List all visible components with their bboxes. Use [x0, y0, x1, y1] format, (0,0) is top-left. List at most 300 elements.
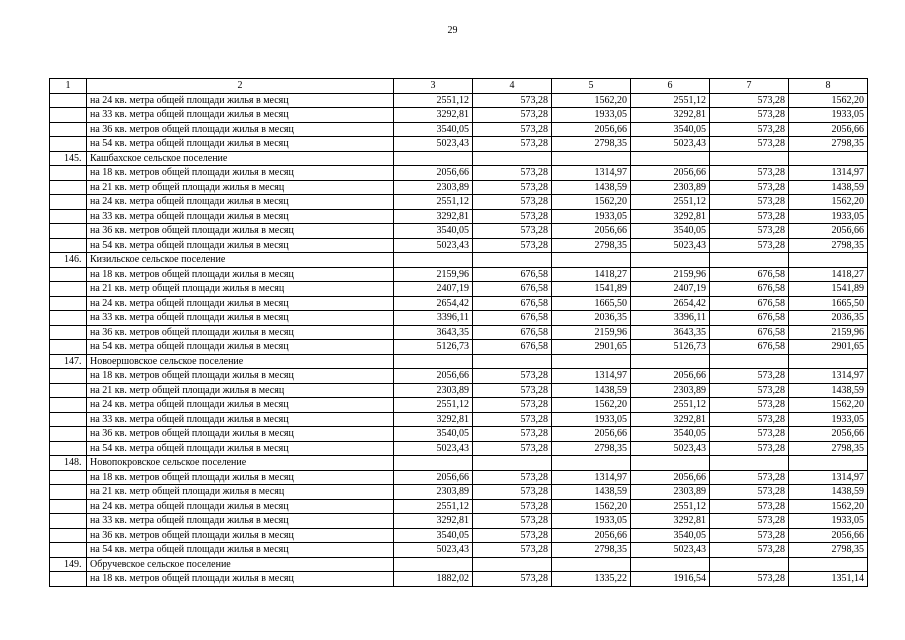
settlement-row: [50, 354, 868, 369]
table-row: [50, 470, 868, 485]
table-row: [50, 238, 868, 253]
settlement-row: [50, 456, 868, 471]
table-row: [50, 499, 868, 514]
empty-index-cell: [50, 528, 87, 543]
value-cell: 573,28: [473, 427, 552, 442]
table-body: [50, 79, 868, 587]
value-cell: 573,28: [710, 238, 789, 253]
value-cell: 676,58: [710, 267, 789, 282]
value-cell: 3643,35: [394, 325, 473, 340]
value-cell: 1418,27: [552, 267, 631, 282]
table-row: [50, 296, 868, 311]
empty-cell: [552, 557, 631, 572]
empty-cell: [473, 151, 552, 166]
row-description: на 18 кв. метров общей площади жилья в месяц: [87, 470, 394, 485]
value-cell: 2303,89: [631, 485, 710, 500]
empty-cell: [552, 456, 631, 471]
empty-cell: [552, 151, 631, 166]
empty-index-cell: [50, 296, 87, 311]
table-row: [50, 340, 868, 355]
value-cell: 3292,81: [394, 209, 473, 224]
table-row: [50, 166, 868, 181]
value-cell: 1562,20: [552, 93, 631, 108]
value-cell: 676,58: [473, 296, 552, 311]
value-cell: 2303,89: [394, 485, 473, 500]
table-row: [50, 195, 868, 210]
column-number-row: [50, 79, 868, 94]
empty-cell: [631, 557, 710, 572]
value-cell: 1438,59: [552, 180, 631, 195]
value-cell: 573,28: [710, 108, 789, 123]
value-cell: 2159,96: [552, 325, 631, 340]
value-cell: 1314,97: [552, 166, 631, 181]
row-description: на 21 кв. метр общей площади жилья в месяц: [87, 485, 394, 500]
value-cell: 2056,66: [789, 427, 868, 442]
row-description: на 54 кв. метра общей площади жилья в месяц: [87, 137, 394, 152]
empty-index-cell: [50, 340, 87, 355]
empty-cell: [631, 456, 710, 471]
value-cell: 2798,35: [552, 543, 631, 558]
row-description: на 33 кв. метра общей площади жилья в месяц: [87, 209, 394, 224]
row-description: на 18 кв. метров общей площади жилья в месяц: [87, 572, 394, 587]
value-cell: 2901,65: [789, 340, 868, 355]
empty-cell: [473, 253, 552, 268]
value-cell: 573,28: [710, 528, 789, 543]
settlement-number: 146.: [50, 253, 87, 268]
value-cell: 2056,66: [789, 122, 868, 137]
empty-index-cell: [50, 209, 87, 224]
settlement-name: Новопокровское сельское поселение: [87, 456, 394, 471]
table-row: [50, 485, 868, 500]
value-cell: 1351,14: [789, 572, 868, 587]
value-cell: 2056,66: [552, 427, 631, 442]
value-cell: 1314,97: [552, 470, 631, 485]
value-cell: 3540,05: [631, 224, 710, 239]
value-cell: 573,28: [473, 238, 552, 253]
value-cell: 1562,20: [789, 499, 868, 514]
empty-cell: [631, 253, 710, 268]
empty-cell: [394, 354, 473, 369]
settlement-number: 149.: [50, 557, 87, 572]
value-cell: 573,28: [473, 122, 552, 137]
table-row: [50, 137, 868, 152]
value-cell: 573,28: [710, 514, 789, 529]
value-cell: 573,28: [473, 137, 552, 152]
empty-index-cell: [50, 137, 87, 152]
row-description: на 18 кв. метров общей площади жилья в месяц: [87, 267, 394, 282]
settlement-name: Кизильское сельское поселение: [87, 253, 394, 268]
empty-cell: [789, 253, 868, 268]
empty-cell: [631, 151, 710, 166]
value-cell: 3540,05: [394, 528, 473, 543]
value-cell: 676,58: [710, 282, 789, 297]
table-row: [50, 514, 868, 529]
row-description: на 36 кв. метров общей площади жилья в месяц: [87, 325, 394, 340]
settlement-row: [50, 151, 868, 166]
settlement-row: [50, 557, 868, 572]
value-cell: 2407,19: [631, 282, 710, 297]
value-cell: 1541,89: [789, 282, 868, 297]
value-cell: 1438,59: [789, 180, 868, 195]
row-description: на 24 кв. метра общей площади жилья в месяц: [87, 499, 394, 514]
row-description: на 33 кв. метра общей площади жилья в месяц: [87, 108, 394, 123]
empty-index-cell: [50, 369, 87, 384]
row-description: на 36 кв. метров общей площади жилья в месяц: [87, 122, 394, 137]
value-cell: 573,28: [473, 209, 552, 224]
value-cell: 573,28: [473, 572, 552, 587]
empty-index-cell: [50, 485, 87, 500]
empty-index-cell: [50, 543, 87, 558]
value-cell: 2654,42: [394, 296, 473, 311]
value-cell: 1335,22: [552, 572, 631, 587]
value-cell: 3396,11: [394, 311, 473, 326]
value-cell: 1933,05: [789, 108, 868, 123]
value-cell: 573,28: [710, 195, 789, 210]
table-row: [50, 528, 868, 543]
value-cell: 676,58: [710, 325, 789, 340]
settlement-row: [50, 253, 868, 268]
empty-cell: [789, 456, 868, 471]
value-cell: 1665,50: [552, 296, 631, 311]
row-description: на 33 кв. метра общей площади жилья в месяц: [87, 412, 394, 427]
value-cell: 2551,12: [631, 499, 710, 514]
value-cell: 2056,66: [394, 470, 473, 485]
value-cell: 2056,66: [552, 224, 631, 239]
row-description: на 54 кв. метра общей площади жилья в месяц: [87, 441, 394, 456]
value-cell: 1933,05: [789, 209, 868, 224]
empty-cell: [473, 354, 552, 369]
value-cell: 3292,81: [631, 209, 710, 224]
row-description: на 33 кв. метра общей площади жилья в месяц: [87, 514, 394, 529]
value-cell: 5023,43: [394, 137, 473, 152]
empty-cell: [394, 253, 473, 268]
value-cell: 573,28: [710, 398, 789, 413]
row-description: на 24 кв. метра общей площади жилья в месяц: [87, 93, 394, 108]
value-cell: 676,58: [710, 311, 789, 326]
empty-index-cell: [50, 267, 87, 282]
empty-index-cell: [50, 470, 87, 485]
value-cell: 676,58: [710, 340, 789, 355]
value-cell: 573,28: [473, 470, 552, 485]
value-cell: 2551,12: [394, 195, 473, 210]
value-cell: 676,58: [473, 311, 552, 326]
table-row: [50, 224, 868, 239]
value-cell: 2798,35: [789, 137, 868, 152]
value-cell: 573,28: [710, 412, 789, 427]
empty-index-cell: [50, 224, 87, 239]
value-cell: 573,28: [710, 166, 789, 181]
row-description: на 24 кв. метра общей площади жилья в месяц: [87, 398, 394, 413]
empty-index-cell: [50, 499, 87, 514]
empty-index-cell: [50, 325, 87, 340]
value-cell: 5023,43: [631, 441, 710, 456]
value-cell: 3292,81: [394, 108, 473, 123]
value-cell: 1562,20: [552, 499, 631, 514]
value-cell: 1562,20: [789, 195, 868, 210]
value-cell: 2798,35: [789, 441, 868, 456]
value-cell: 1933,05: [552, 412, 631, 427]
page-number: 29: [447, 25, 458, 36]
value-cell: 1438,59: [552, 485, 631, 500]
value-cell: 3396,11: [631, 311, 710, 326]
value-cell: 573,28: [710, 137, 789, 152]
value-cell: 573,28: [710, 499, 789, 514]
value-cell: 676,58: [473, 325, 552, 340]
empty-index-cell: [50, 572, 87, 587]
value-cell: 1314,97: [789, 369, 868, 384]
column-number: 7: [710, 79, 789, 94]
settlement-number: 147.: [50, 354, 87, 369]
value-cell: 2056,66: [631, 369, 710, 384]
table-row: [50, 369, 868, 384]
value-cell: 5023,43: [631, 238, 710, 253]
empty-cell: [789, 151, 868, 166]
table-row: [50, 267, 868, 282]
value-cell: 676,58: [473, 267, 552, 282]
table-row: [50, 572, 868, 587]
value-cell: 1933,05: [552, 209, 631, 224]
table-row: [50, 180, 868, 195]
value-cell: 676,58: [473, 340, 552, 355]
empty-index-cell: [50, 238, 87, 253]
value-cell: 2159,96: [394, 267, 473, 282]
value-cell: 5023,43: [394, 238, 473, 253]
value-cell: 3292,81: [631, 514, 710, 529]
value-cell: 573,28: [473, 180, 552, 195]
value-cell: 3292,81: [394, 514, 473, 529]
value-cell: 2551,12: [394, 93, 473, 108]
table-row: [50, 108, 868, 123]
value-cell: 5023,43: [631, 137, 710, 152]
empty-index-cell: [50, 514, 87, 529]
value-cell: 2036,35: [789, 311, 868, 326]
row-description: на 21 кв. метр общей площади жилья в месяц: [87, 383, 394, 398]
value-cell: 573,28: [710, 543, 789, 558]
empty-cell: [710, 354, 789, 369]
value-cell: 2056,66: [394, 166, 473, 181]
empty-cell: [789, 354, 868, 369]
value-cell: 2303,89: [394, 383, 473, 398]
value-cell: 2654,42: [631, 296, 710, 311]
value-cell: 2901,65: [552, 340, 631, 355]
empty-cell: [473, 456, 552, 471]
column-number: 8: [789, 79, 868, 94]
empty-index-cell: [50, 441, 87, 456]
value-cell: 1562,20: [552, 195, 631, 210]
value-cell: 573,28: [473, 383, 552, 398]
value-cell: 5126,73: [394, 340, 473, 355]
empty-cell: [710, 557, 789, 572]
row-description: на 33 кв. метра общей площади жилья в месяц: [87, 311, 394, 326]
value-cell: 2551,12: [394, 398, 473, 413]
value-cell: 2036,35: [552, 311, 631, 326]
value-cell: 1665,50: [789, 296, 868, 311]
row-description: на 54 кв. метра общей площади жилья в месяц: [87, 543, 394, 558]
settlement-name: Новоершовское сельское поселение: [87, 354, 394, 369]
column-number: 2: [87, 79, 394, 94]
value-cell: 1314,97: [789, 470, 868, 485]
value-cell: 1933,05: [789, 412, 868, 427]
value-cell: 573,28: [473, 485, 552, 500]
value-cell: 573,28: [473, 108, 552, 123]
value-cell: 3540,05: [631, 122, 710, 137]
row-description: на 18 кв. метров общей площади жилья в месяц: [87, 166, 394, 181]
column-number: 5: [552, 79, 631, 94]
empty-cell: [473, 557, 552, 572]
value-cell: 573,28: [473, 412, 552, 427]
value-cell: 1314,97: [552, 369, 631, 384]
value-cell: 2056,66: [789, 224, 868, 239]
value-cell: 2056,66: [631, 166, 710, 181]
table-row: [50, 311, 868, 326]
row-description: на 36 кв. метров общей площади жилья в месяц: [87, 528, 394, 543]
value-cell: 573,28: [710, 122, 789, 137]
value-cell: 5126,73: [631, 340, 710, 355]
value-cell: 1882,02: [394, 572, 473, 587]
row-description: на 36 кв. метров общей площади жилья в месяц: [87, 427, 394, 442]
value-cell: 3540,05: [394, 427, 473, 442]
table-row: [50, 441, 868, 456]
settlement-name: Обручевское сельское поселение: [87, 557, 394, 572]
value-cell: 573,28: [710, 369, 789, 384]
value-cell: 2798,35: [552, 137, 631, 152]
value-cell: 573,28: [710, 224, 789, 239]
table-row: [50, 383, 868, 398]
value-cell: 573,28: [710, 470, 789, 485]
value-cell: 1562,20: [789, 93, 868, 108]
settlement-name: Кашбахское сельское поселение: [87, 151, 394, 166]
value-cell: 2798,35: [789, 543, 868, 558]
empty-index-cell: [50, 311, 87, 326]
settlement-number: 148.: [50, 456, 87, 471]
value-cell: 2407,19: [394, 282, 473, 297]
row-description: на 18 кв. метров общей площади жилья в месяц: [87, 369, 394, 384]
empty-cell: [789, 557, 868, 572]
value-cell: 3292,81: [631, 412, 710, 427]
empty-index-cell: [50, 427, 87, 442]
settlement-number: 145.: [50, 151, 87, 166]
table-row: [50, 427, 868, 442]
empty-index-cell: [50, 383, 87, 398]
empty-index-cell: [50, 108, 87, 123]
table-row: [50, 122, 868, 137]
value-cell: 2798,35: [552, 441, 631, 456]
value-cell: 3540,05: [631, 528, 710, 543]
value-cell: 2159,96: [789, 325, 868, 340]
value-cell: 1933,05: [552, 108, 631, 123]
value-cell: 2056,66: [552, 528, 631, 543]
value-cell: 573,28: [473, 514, 552, 529]
value-cell: 676,58: [473, 282, 552, 297]
value-cell: 2551,12: [631, 93, 710, 108]
table-row: [50, 282, 868, 297]
empty-cell: [710, 253, 789, 268]
empty-cell: [552, 253, 631, 268]
empty-cell: [710, 456, 789, 471]
value-cell: 3540,05: [394, 122, 473, 137]
value-cell: 1438,59: [552, 383, 631, 398]
value-cell: 573,28: [710, 441, 789, 456]
table-row: [50, 209, 868, 224]
value-cell: 2056,66: [789, 528, 868, 543]
value-cell: 573,28: [710, 427, 789, 442]
empty-cell: [552, 354, 631, 369]
value-cell: 5023,43: [631, 543, 710, 558]
value-cell: 573,28: [710, 485, 789, 500]
value-cell: 573,28: [473, 499, 552, 514]
column-number: 1: [50, 79, 87, 94]
value-cell: 3540,05: [631, 427, 710, 442]
value-cell: 573,28: [473, 369, 552, 384]
empty-cell: [631, 354, 710, 369]
value-cell: 2056,66: [552, 122, 631, 137]
value-cell: 573,28: [473, 398, 552, 413]
value-cell: 573,28: [473, 441, 552, 456]
row-description: на 21 кв. метр общей площади жилья в месяц: [87, 180, 394, 195]
column-number: 3: [394, 79, 473, 94]
value-cell: 573,28: [710, 180, 789, 195]
value-cell: 5023,43: [394, 543, 473, 558]
value-cell: 573,28: [473, 195, 552, 210]
value-cell: 2056,66: [394, 369, 473, 384]
value-cell: 1541,89: [552, 282, 631, 297]
value-cell: 2551,12: [631, 398, 710, 413]
column-number: 4: [473, 79, 552, 94]
row-description: на 36 кв. метров общей площади жилья в месяц: [87, 224, 394, 239]
value-cell: 573,28: [710, 93, 789, 108]
empty-index-cell: [50, 398, 87, 413]
empty-cell: [394, 456, 473, 471]
value-cell: 1438,59: [789, 485, 868, 500]
empty-cell: [394, 151, 473, 166]
value-cell: 1933,05: [552, 514, 631, 529]
tariff-table: [49, 78, 868, 587]
value-cell: 5023,43: [394, 441, 473, 456]
value-cell: 573,28: [473, 166, 552, 181]
value-cell: 3540,05: [394, 224, 473, 239]
empty-index-cell: [50, 195, 87, 210]
value-cell: 573,28: [710, 209, 789, 224]
value-cell: 1916,54: [631, 572, 710, 587]
value-cell: 2798,35: [552, 238, 631, 253]
value-cell: 2056,66: [631, 470, 710, 485]
value-cell: 2551,12: [394, 499, 473, 514]
table-row: [50, 543, 868, 558]
empty-index-cell: [50, 180, 87, 195]
row-description: на 54 кв. метра общей площади жилья в месяц: [87, 238, 394, 253]
empty-index-cell: [50, 122, 87, 137]
value-cell: 573,28: [710, 572, 789, 587]
row-description: на 21 кв. метр общей площади жилья в месяц: [87, 282, 394, 297]
table-row: [50, 398, 868, 413]
value-cell: 1562,20: [552, 398, 631, 413]
value-cell: 2303,89: [631, 383, 710, 398]
value-cell: 3643,35: [631, 325, 710, 340]
empty-cell: [710, 151, 789, 166]
value-cell: 573,28: [473, 224, 552, 239]
value-cell: 2303,89: [631, 180, 710, 195]
value-cell: 1418,27: [789, 267, 868, 282]
value-cell: 1438,59: [789, 383, 868, 398]
value-cell: 2159,96: [631, 267, 710, 282]
value-cell: 1562,20: [789, 398, 868, 413]
empty-cell: [394, 557, 473, 572]
value-cell: 573,28: [473, 93, 552, 108]
row-description: на 24 кв. метра общей площади жилья в месяц: [87, 296, 394, 311]
value-cell: 3292,81: [394, 412, 473, 427]
value-cell: 1933,05: [789, 514, 868, 529]
value-cell: 3292,81: [631, 108, 710, 123]
